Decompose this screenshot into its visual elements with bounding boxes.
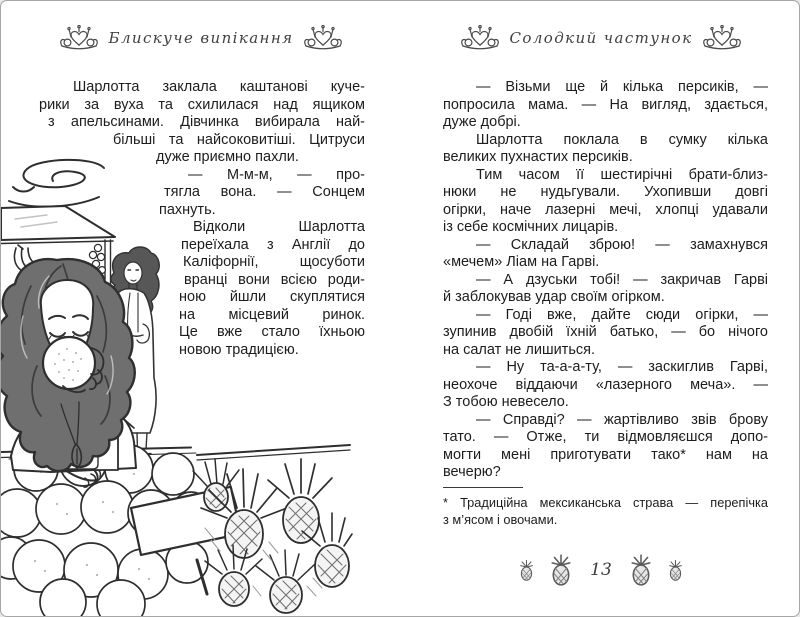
text-line: переїхала з Англії до [181, 236, 365, 253]
text-line: — Ну та-а-а-ту, — заскиглив Гарві, [476, 359, 768, 375]
footnote-text [443, 495, 768, 528]
tiara-icon [460, 25, 500, 51]
text-line: вранці вони всією роди- [184, 271, 365, 288]
text-line: з апельсинами. Дівчинка вибирала най- [48, 114, 365, 130]
paragraph [39, 79, 365, 167]
text-line: Це вже стало їхньою [179, 324, 365, 340]
aroma-swirls [9, 160, 104, 207]
chapter-title: Солодкий частунок [509, 29, 693, 47]
chapter-header-right [401, 25, 800, 51]
footnote-divider [443, 487, 523, 488]
text-line: огірки, наче лазерні мечі, хлопці удавали [443, 201, 768, 218]
text-line: зупинив двобій їхній батько, — бо нічого [443, 324, 768, 340]
footnote-line: з м’ясом і овочами. [443, 511, 558, 527]
pineapple-icon [550, 553, 572, 586]
text-line: неохоче віддаючи «лазерного меча». — [443, 376, 768, 393]
chapter-title: Блискуче випікання [108, 29, 294, 47]
text-line: — Візьми ще й кілька персиків, — [476, 79, 768, 95]
text-line: рики за вуха та схилилася над ящиком [39, 96, 365, 113]
paragraph [443, 237, 768, 272]
text-line: Шарлотта поклала в сумку кілька [476, 131, 768, 148]
page-number: 13 [590, 559, 612, 580]
paragraph [443, 359, 768, 412]
text-line: Шарлотта заклала каштанові куче- [73, 79, 365, 95]
page-right [401, 1, 800, 616]
text-line: — Справді? — жартівливо звів брову [476, 411, 768, 428]
page-number-strip [401, 553, 800, 586]
paragraph [443, 272, 768, 307]
text-line: й заблокував удар своїм огірком. [443, 289, 665, 305]
paragraph [443, 307, 768, 360]
text-line: дуже приємно пахли. [156, 149, 299, 165]
text-line: нюки не нудьгували. Ухопивши довгі [443, 184, 768, 200]
orange-fruit [43, 337, 95, 389]
text-line: на місцевий ринок. [179, 306, 365, 323]
text-line: тягла вона. — Сонцем [164, 184, 365, 200]
tiara-icon [59, 25, 99, 51]
tiara-icon [702, 25, 742, 51]
tiara-icon [303, 25, 343, 51]
text-line: великих пухнастих персиків. [443, 149, 633, 165]
paragraph [443, 79, 768, 132]
text-line: пахнуть. [159, 201, 216, 218]
text-line: вечерю? [443, 464, 501, 480]
chapter-header-left [1, 25, 401, 51]
text-line: ною йшли скуплятися [179, 289, 365, 305]
text-line: дуже добрі. [443, 114, 521, 130]
text-line: З тобою невесело. [443, 394, 569, 410]
text-line: — Складай зброю! — замахнувся [476, 236, 768, 253]
footnote [443, 487, 768, 528]
text-line: — А дзуськи тобі! — закричав Гарві [476, 271, 768, 288]
footnote-line: * Традиційна мексиканська страва — перепічка [443, 495, 768, 510]
paragraph [443, 167, 768, 237]
text-line: більші та найсоковитіші. Цитруси [113, 131, 365, 148]
text-line: новою традицією. [179, 341, 299, 358]
right-page-text [443, 79, 768, 482]
girl-figure [1, 259, 136, 487]
text-line: на салат не лишиться. [443, 341, 596, 358]
text-line: тато. — Отже, ти відмовляєшся допо- [443, 429, 768, 445]
text-line: «мечем» Ліам на Гарві. [443, 254, 600, 270]
pineapple-icon [630, 553, 652, 586]
text-line: попросила мама. — На вигляд, здається, [443, 96, 768, 113]
paragraph [443, 132, 768, 167]
text-line: із себе космічних лицарів. [443, 219, 619, 235]
market-scene-illustration [1, 156, 353, 616]
text-line: могти мені приготувати тако* нам на [443, 446, 768, 463]
text-line: Тим часом її шестирічні брати-близ- [476, 166, 768, 183]
page-left [1, 1, 401, 616]
text-line: Каліфорнії, щосуботи [183, 254, 365, 270]
pineapple-icon [668, 559, 683, 581]
text-line: Відколи Шарлотта [193, 219, 365, 235]
text-line: — М-м-м, — про- [188, 166, 365, 183]
text-line: — Годі вже, дайте сюди огірки, — [476, 306, 768, 323]
paragraph [443, 412, 768, 482]
pineapple-icon [519, 559, 534, 581]
